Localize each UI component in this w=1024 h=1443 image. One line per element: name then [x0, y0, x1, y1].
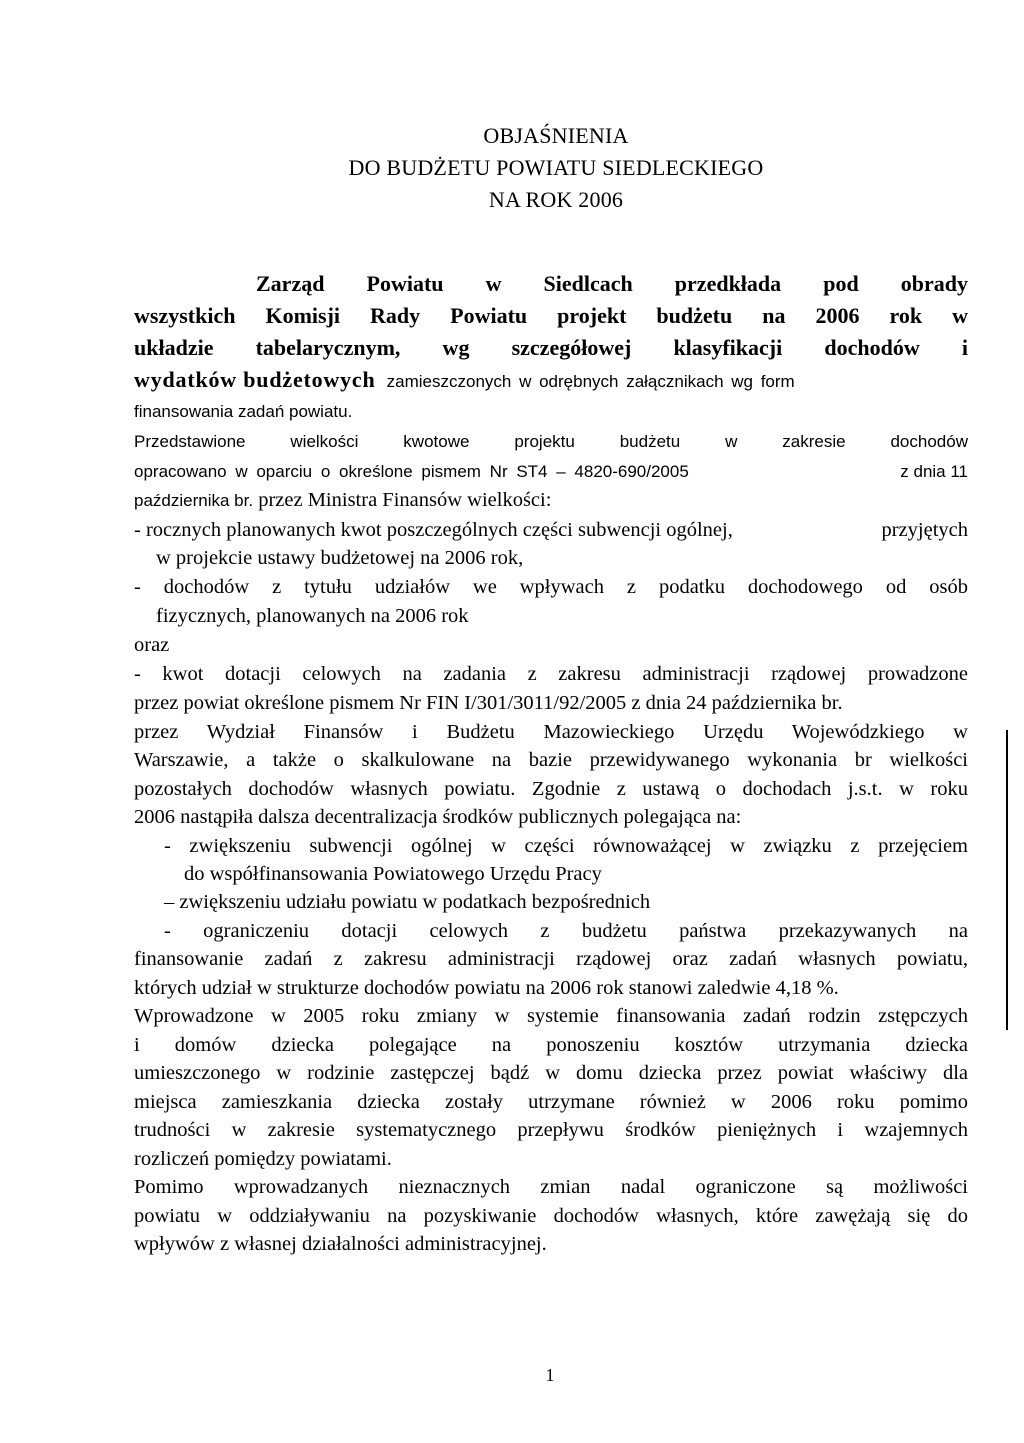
text-line: rozliczeń pomiędzy powiatami.	[134, 1148, 392, 1170]
text-line: - dochodów z tytułu udziałów we wpływach z podatku dochodowego od osób	[134, 576, 968, 598]
text-line: oraz	[134, 634, 170, 656]
text-fragment: zamieszczonych w odrębnych załącznikach wg form	[386, 372, 795, 391]
text-line: Przedstawione wielkości kwotowe projektu budżetu w zakresie dochodów	[134, 432, 968, 451]
text-line: powiatu w oddziaływaniu na pozyskiwanie dochodów własnych, które zawężają się do	[134, 1205, 968, 1227]
text-line: i domów dziecka polegające na ponoszeniu kosztów utrzymania dziecka	[134, 1034, 968, 1056]
text-line: Wprowadzone w 2005 roku zmiany w systemie finansowania zadań rodzin zstępczych	[134, 1005, 968, 1027]
text-fragment: przyjętych	[881, 519, 968, 541]
text-line: trudności w zakresie systematycznego przepływu środków pieniężnych i wzajemnych	[134, 1119, 968, 1141]
text-line-composite	[134, 458, 968, 486]
text-line: - zwiększeniu subwencji ogólnej w części równoważącej w związku z przejęciem	[164, 835, 968, 857]
text-line: Warszawie, a także o skalkulowane na bazie przewidywanego wykonania br wielkości	[134, 749, 968, 771]
text-line: przez powiat określone pismem Nr FIN I/301/3011/92/2005 z dnia 24 października br.	[134, 692, 843, 714]
text-fragment: - rocznych planowanych kwot poszczególnych części subwencji ogólnej,	[134, 519, 733, 541]
text-line: przez Wydział Finansów i Budżetu Mazowieckiego Urzędu Wojewódzkiego w	[134, 721, 968, 743]
text-line: umieszczonego w rodzinie zastępczej bądź w domu dziecka przez powiat właściwy dla	[134, 1062, 968, 1084]
text-line: Zarząd Powiatu w Siedlcach przedkłada pod obrady	[256, 271, 968, 296]
text-line: wpływów z własnej działalności administracyjnej.	[134, 1233, 547, 1255]
text-line: pozostałych dochodów własnych powiatu. Zgodnie z ustawą o dochodach j.s.t. w roku	[134, 778, 968, 800]
text-line: wszystkich Komisji Rady Powiatu projekt budżetu na 2006 rok w	[134, 303, 968, 328]
text-line: do współfinansowania Powiatowego Urzędu Pracy	[184, 863, 602, 885]
document-title	[0, 120, 1024, 216]
text-line: miejsca zamieszkania dziecka zostały utrzymane również w 2006 roku pomimo	[134, 1091, 968, 1113]
text-line: 2006 nastąpiła dalsza decentralizacja środków publicznych polegająca na:	[134, 806, 742, 828]
text-line-composite	[134, 516, 968, 544]
text-line: - kwot dotacji celowych na zadania z zakresu administracji rządowej prowadzone	[134, 663, 968, 685]
text-line: finansowania zadań powiatu.	[134, 402, 353, 421]
text-fragment: października br.	[134, 491, 254, 510]
text-line: w projekcie ustawy budżetowej na 2006 rok,	[156, 547, 524, 569]
scan-edge-line	[1006, 730, 1008, 1030]
title-line-2: DO BUDŻETU POWIATU SIEDLECKIEGO	[348, 155, 764, 180]
text-line: układzie tabelarycznym, wg szczegółowej klasyfikacji dochodów i	[134, 335, 968, 360]
text-line: fizycznych, planowanych na 2006 rok	[156, 605, 469, 627]
text-line-composite	[134, 486, 968, 515]
text-line: Pomimo wprowadzanych nieznacznych zmian nadal ograniczone są możliwości	[134, 1176, 968, 1198]
text-line: - ograniczeniu dotacji celowych z budżetu państwa przekazywanych na	[164, 920, 968, 942]
text-fragment: z dnia 11	[900, 462, 968, 481]
text-line: – zwiększeniu udziału powiatu w podatkach bezpośrednich	[164, 891, 651, 913]
text-line-composite	[134, 366, 968, 396]
text-line: których udział w strukturze dochodów powiatu na 2006 rok stanowi zaledwie 4,18 %.	[134, 977, 839, 999]
title-line-3: NA ROK 2006	[488, 187, 624, 212]
text-line: finansowanie zadań z zakresu administracji rządowej oraz zadań własnych powiatu,	[134, 948, 968, 970]
title-line-1: OBJAŚNIENIA	[483, 123, 629, 148]
text-fragment-bold: wydatków budżetowych	[134, 367, 376, 392]
text-fragment: przez Ministra Finansów wielkości:	[258, 489, 552, 511]
page-number: 1	[545, 1365, 555, 1385]
text-fragment: opracowano w oparciu o określone pismem Nr ST4 – 4820-690/2005	[134, 462, 689, 481]
